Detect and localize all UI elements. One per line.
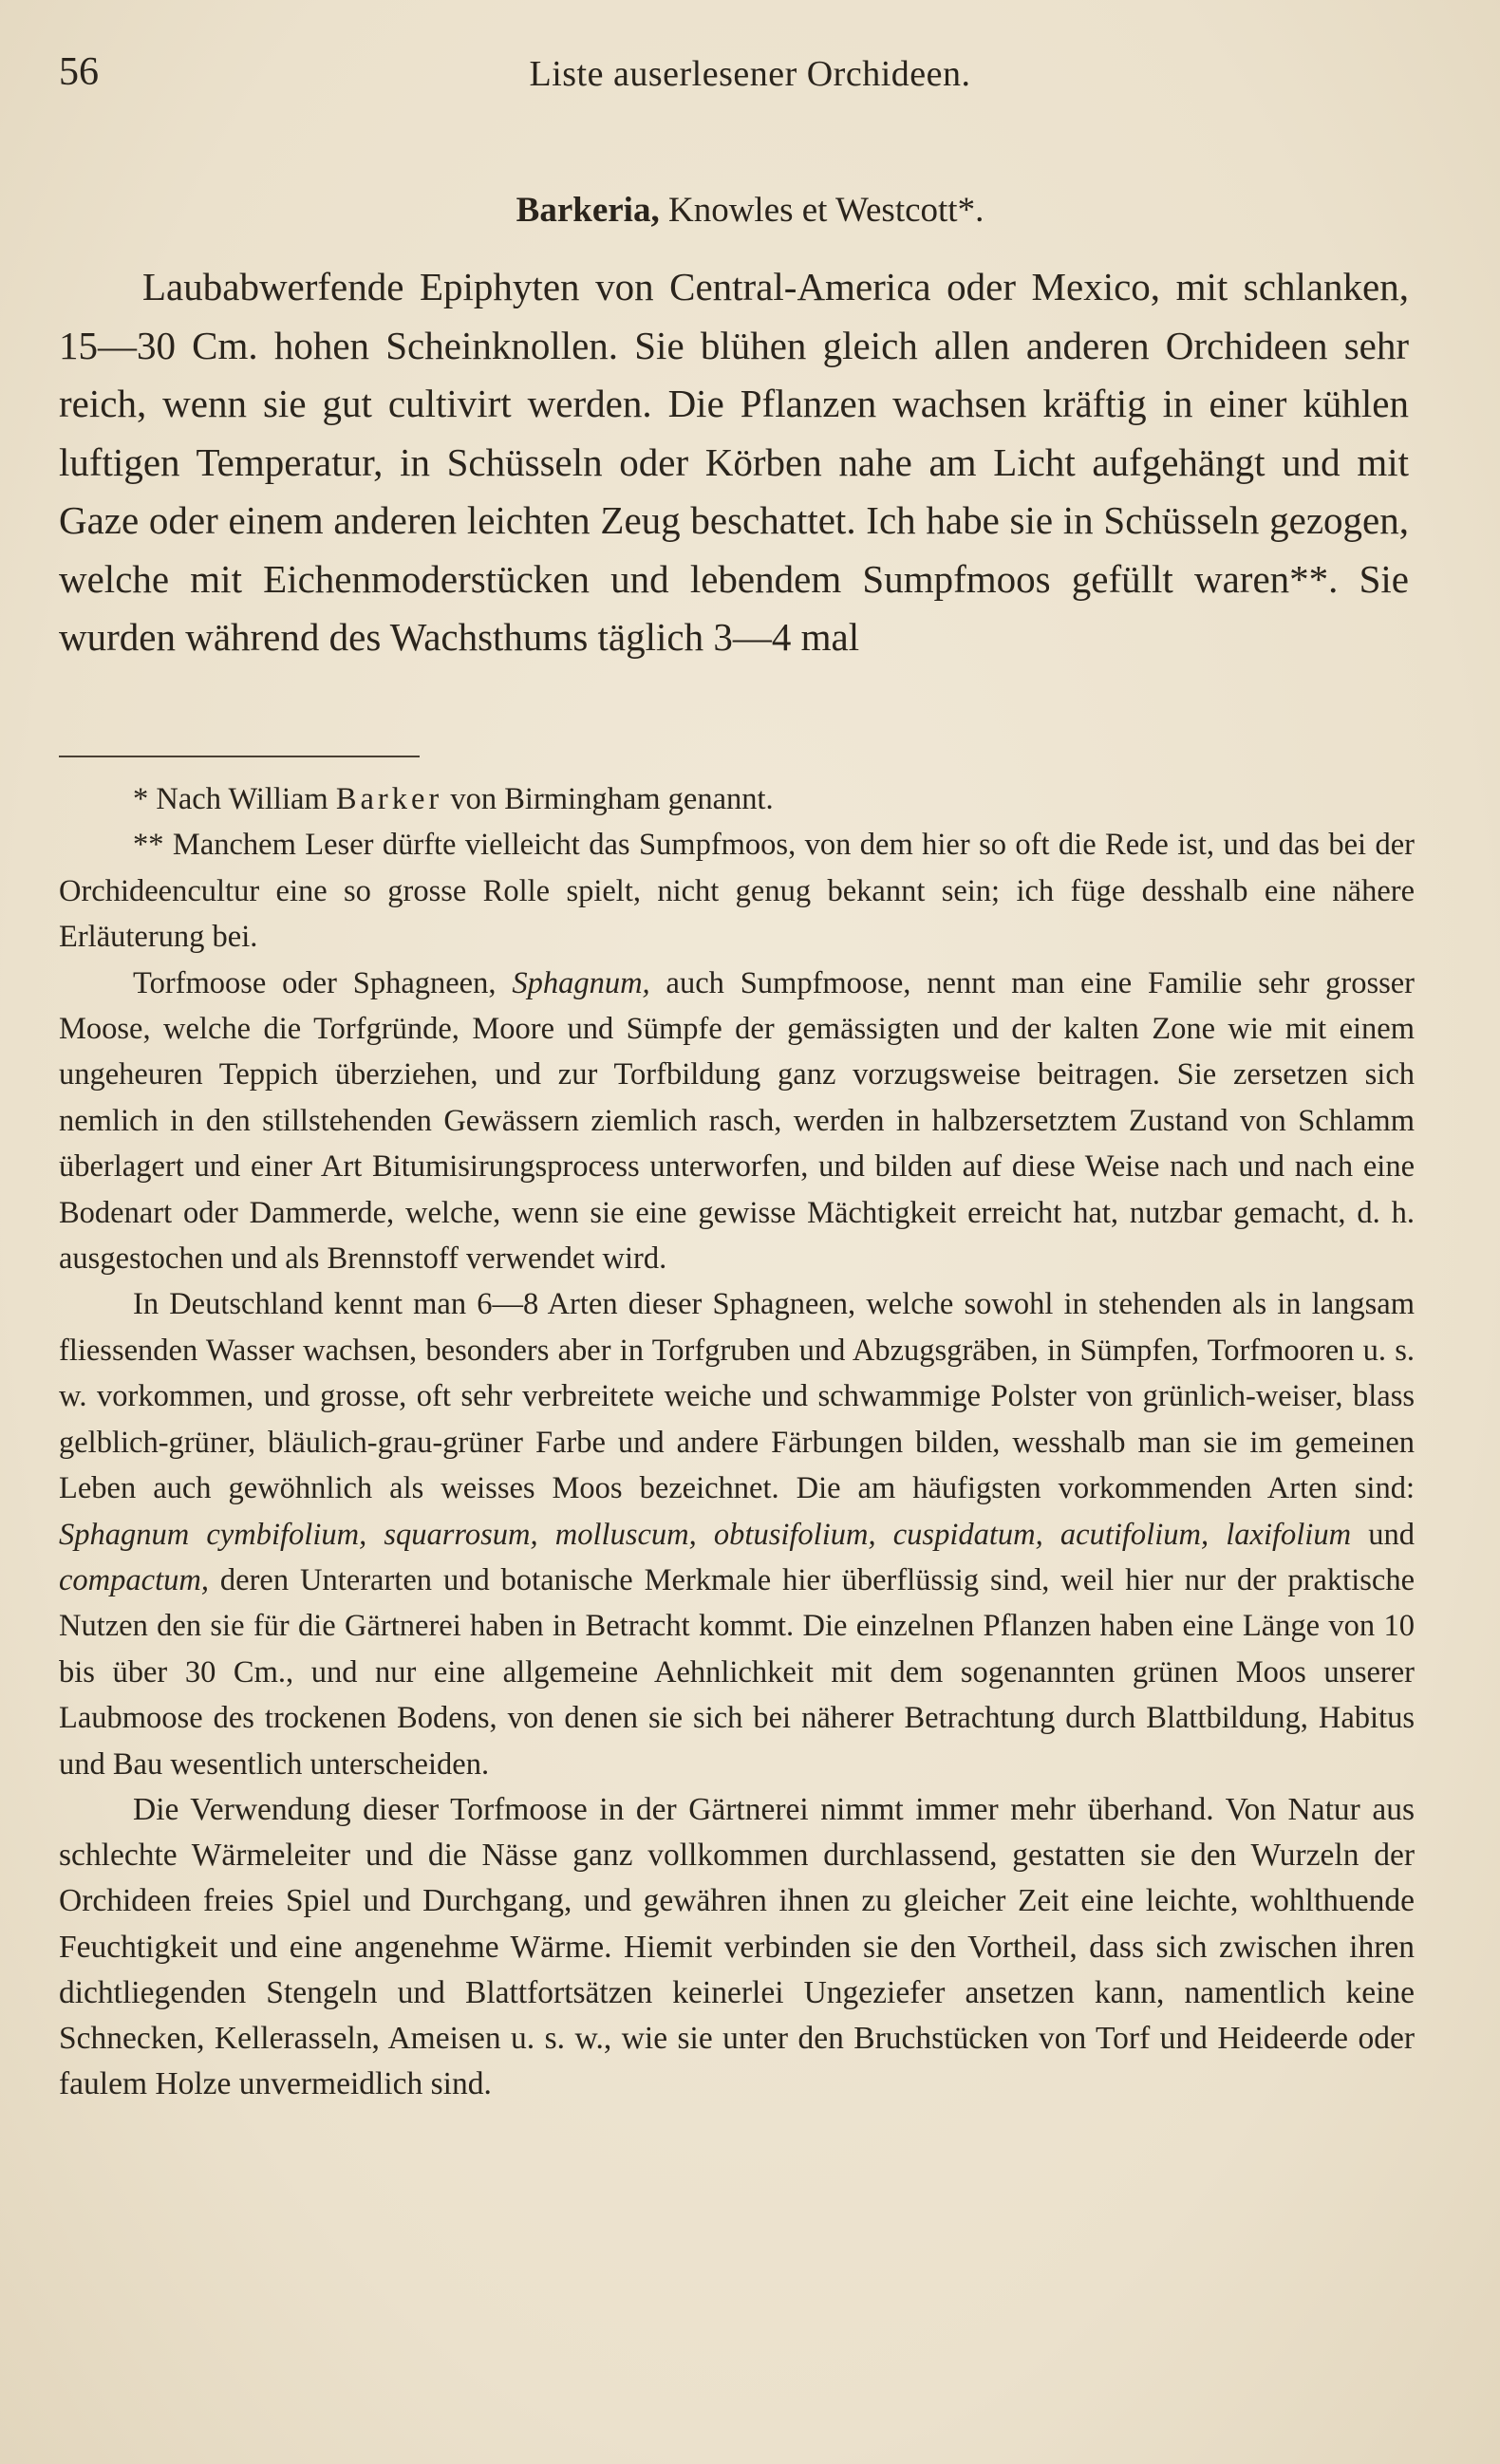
genus-authors: Knowles et Westcott*. — [659, 191, 984, 230]
fp2-text-a: In Deutschland kennt man 6—8 Arten dieser Sphagneen, welche sowohl in stehenden als in langsam fliessenden Wasser wachsen, besonders aber in Torfgruben und Abzugsgräben, in Sümpfen, Torfmooren u. s. w. vorkommen, und grosse, oft sehr verbreitete weiche und schwammige Polster von grünlich-weiser, blass gelblich-grüner, bläulich-grau-grüner Farbe und andere Färbungen bilden, wesshalb man sie im gemeinen Leben auch gewöhnlich als weisses Moos bezeichnet. Die am häufigsten vorkommenden Arten sind: — [59, 1287, 1415, 1506]
fp1-italic: Sphagnum, — [512, 965, 650, 1000]
running-title: Liste auserlesener Orchideen. — [529, 54, 971, 94]
footnote-paragraph-torfmoose — [59, 961, 1415, 1282]
footnote-rule — [59, 756, 420, 757]
page-number: 56 — [59, 50, 99, 94]
fp2-italic-species: Sphagnum cymbifolium, squarrosum, molluscum, obtusifolium, cuspidatum, acutifolium, laxifolium — [59, 1517, 1352, 1552]
fp2-italic-compactum: compactum, — [59, 1562, 209, 1597]
footnote-paragraph-verwendung: Die Verwendung dieser Torfmoose in der Gärtnerei nimmt immer mehr überhand. Von Natur aus schlechte Wärmeleiter und die Nässe ganz vollkommen durchlassend, gestatten sie den Wurzeln der Orchideen freies Spiel und Durchgang, und gewähren ihnen zu gleicher Zeit eine leichte, wohlthuende Feuchtigkeit und eine angenehme Wärme. Hiemit verbinden sie den Vortheil, dass sich zwischen ihren dichtliegenden Stengeln und Blattfortsätzen keinerlei Ungeziefer ansetzen kann, namentlich keine Schnecken, Kellerasseln, Ameisen u. s. w., wie sie unter den Bruchstücken von Torf und Heideerde oder faulem Holze unvermeidlich sind. — [59, 1791, 1415, 2102]
fp1-text-b: auch Sumpfmoose, nennt man eine Familie sehr grosser Moose, welche die Torfgründe, Moore und Sümpfe der gemässigten und der kalten Zone wie mit einem ungeheuren Teppich überziehen, und zur Torfbildung ganz vorzugsweise beitragen. Sie zersetzen sich nemlich in den stillstehenden Gewässern ziemlich rasch, werden in halbzersetztem Zustand von Schlamm überlagert und einer Art Bitumisirungsprocess unterworfen, und bilden auf diese Weise nach und nach eine Bodenart oder Dammerde, welche, wenn sie eine gewisse Mächtigkeit erreicht hat, nutzbar gemacht, d. h. ausgestochen und als Brennstoff verwendet wird. — [59, 965, 1415, 1277]
main-paragraph: Laubabwerfende Epiphyten von Central-America oder Mexico, mit schlanken, 15—30 Cm. hohen Scheinknollen. Sie blühen gleich allen anderen Orchideen sehr reich, wenn sie gut cultivirt werden. Die Pflanzen wachsen kräftig in einer kühlen luftigen Temperatur, in Schüsseln oder Körben nahe am Licht aufgehängt und mit Gaze oder einem anderen leichten Zeug beschattet. Ich habe sie in Schüsseln gezogen, welche mit Eichenmoderstücken und lebendem Sumpfmoos gefüllt waren**. Sie wurden während des Wachsthums täglich 3—4 mal — [59, 265, 1409, 659]
footnote-1-text: * Nach William — [133, 782, 336, 816]
footnote-2: ** Manchem Leser dürfte vielleicht das Sumpfmoos, von dem hier so oft die Rede ist, und das bei der Orchideencultur eine so grosse Rolle spielt, nicht genug bekannt sein; ich füge desshalb eine nähere Erläuterung bei. — [59, 828, 1415, 955]
footnote-paragraph-deutschland — [59, 1281, 1415, 1786]
footnote-1-text-end: von Birmingham genannt. — [442, 782, 774, 816]
footnote-1 — [59, 776, 1415, 822]
fp2-text-c: deren Unterarten und botanische Merkmale hier überflüssig sind, weil hier nur der praktische Nutzen den sie für die Gärtnerei haben in Betracht kommt. Die einzelnen Pflanzen haben eine Länge von 10 bis über 30 Cm., und nur eine allgemeine Aehnlichkeit mit dem sogenannten grünen Moos unserer Laubmoose des trockenen Bodens, von denen sie sich bei näherer Betrachtung durch Blattbildung, Habitus und Bau wesentlich unterscheiden. — [59, 1562, 1415, 1782]
fp1-text-a: Torfmoose oder Sphagneen, — [133, 965, 513, 1000]
fp2-text-b: und — [1351, 1517, 1415, 1552]
genus-name: Barkeria, — [516, 191, 660, 230]
page-header — [59, 49, 1441, 106]
footnote-1-name: Barker — [335, 782, 443, 816]
footnotes — [59, 776, 1415, 2107]
entry-heading — [59, 190, 1441, 231]
